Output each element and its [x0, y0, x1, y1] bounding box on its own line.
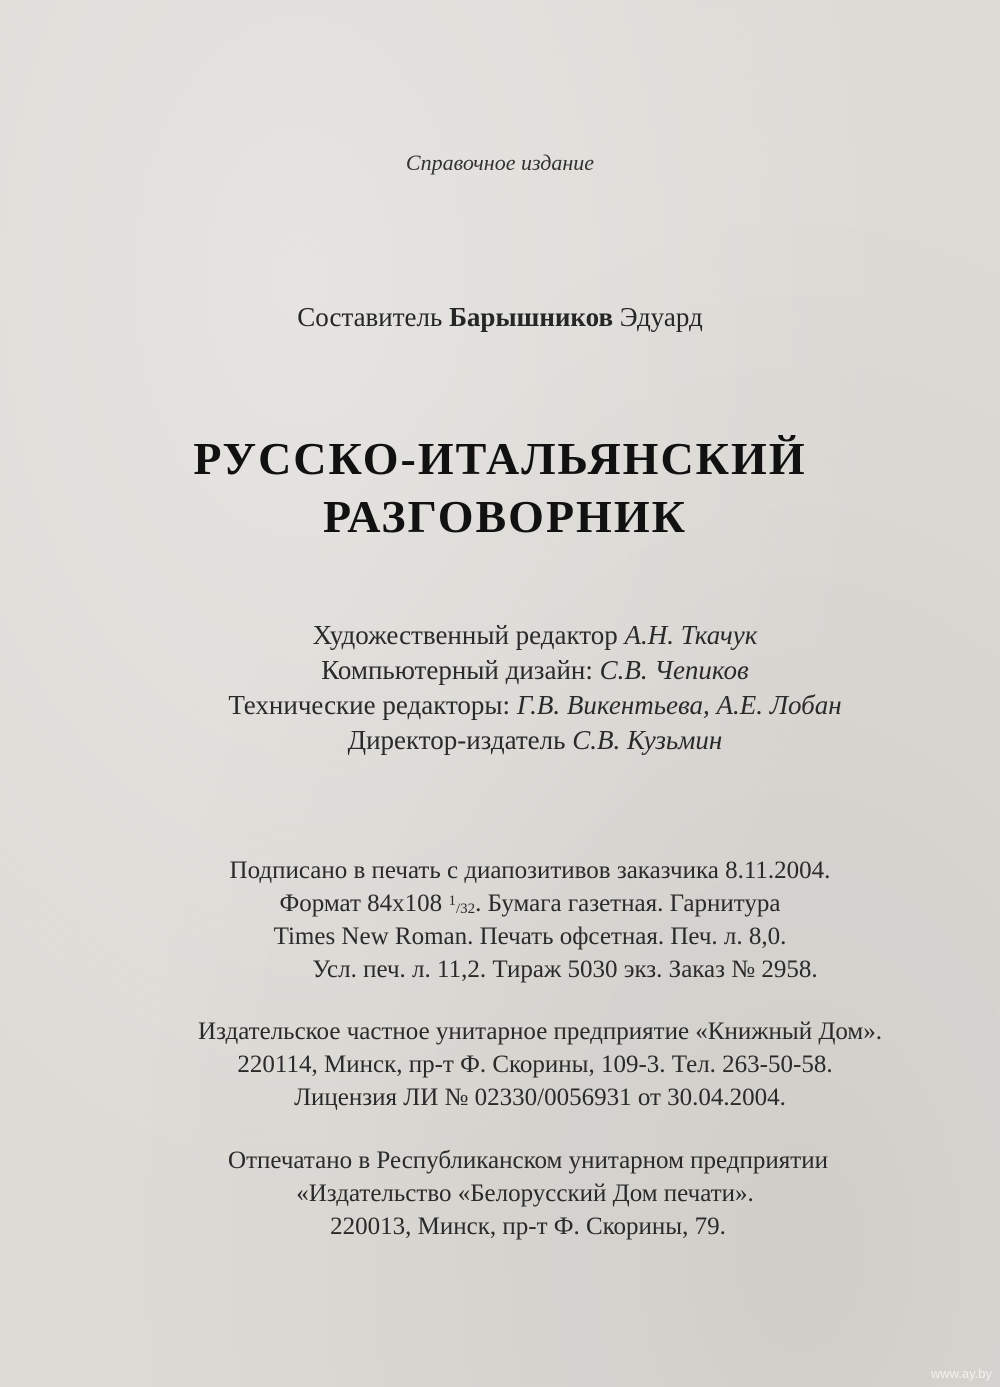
credit-role: Директор-издатель	[347, 725, 566, 755]
compiler-surname: Барышников	[449, 302, 614, 332]
imprint-signed-to-print: Подписано в печать с диапозитивов заказчика 8.11.2004.	[229, 857, 831, 884]
credit-person: А.Н. Ткачук	[624, 620, 758, 650]
imprint-license: Лицензия ЛИ № 02330/0056931 от 30.04.2004.	[294, 1084, 786, 1111]
format-numerator: 1	[448, 893, 456, 909]
credit-role: Компьютерный дизайн:	[321, 655, 593, 685]
imprint-typeface: Times New Roman. Печать офсетная. Печ. л. 8,0.	[273, 923, 787, 950]
imprint-format: Формат 84x108 $^1$/32. Бумага газетная. Гарнитура	[279, 890, 781, 917]
site-watermark: www.ay.by	[930, 1366, 992, 1381]
imprint-publisher: Издательское частное унитарное предприятие «Книжный Дом».	[198, 1018, 882, 1045]
compiler-first-name: Эдуард	[619, 302, 703, 332]
imprint-printer-line-2: «Издательство «Белорусский Дом печати».	[296, 1180, 754, 1207]
compiler-label: Составитель	[297, 302, 443, 332]
format-suffix: . Бумага газетная. Гарнитура	[475, 890, 781, 917]
imprint-printer-address: 220013, Минск, пр-т Ф. Скорины, 79.	[330, 1213, 726, 1240]
credit-art-editor	[35, 620, 1000, 651]
credit-person: С.В. Кузьмин	[572, 725, 723, 755]
book-title-line-1: РУССКО-ИТАЛЬЯНСКИЙ	[193, 433, 807, 484]
compiler-line	[0, 302, 1000, 333]
publication-type-note: Справочное издание	[405, 150, 595, 175]
credit-computer-design	[35, 655, 1000, 686]
credit-person: Г.В. Викентьева, А.Е. Лобан	[516, 690, 842, 720]
credit-technical-editors	[35, 690, 1000, 721]
imprint-print-run: Усл. печ. л. 11,2. Тираж 5030 экз. Заказ № 2958.	[312, 956, 818, 983]
book-title-line-2: РАЗГОВОРНИК	[323, 491, 687, 542]
credit-director-publisher	[35, 725, 1000, 756]
imprint-publisher-address: 220114, Минск, пр-т Ф. Скорины, 109-3. Тел. 263-50-58.	[237, 1051, 833, 1078]
credit-person: С.В. Чепиков	[599, 655, 749, 685]
imprint-printer-line-1: Отпечатано в Республиканском унитарном предприятии	[228, 1147, 828, 1174]
format-prefix: Формат 84x108	[279, 890, 443, 917]
credit-role: Художественный редактор	[312, 620, 618, 650]
credit-role: Технические редакторы:	[228, 690, 511, 720]
format-denominator: 32	[460, 901, 476, 917]
